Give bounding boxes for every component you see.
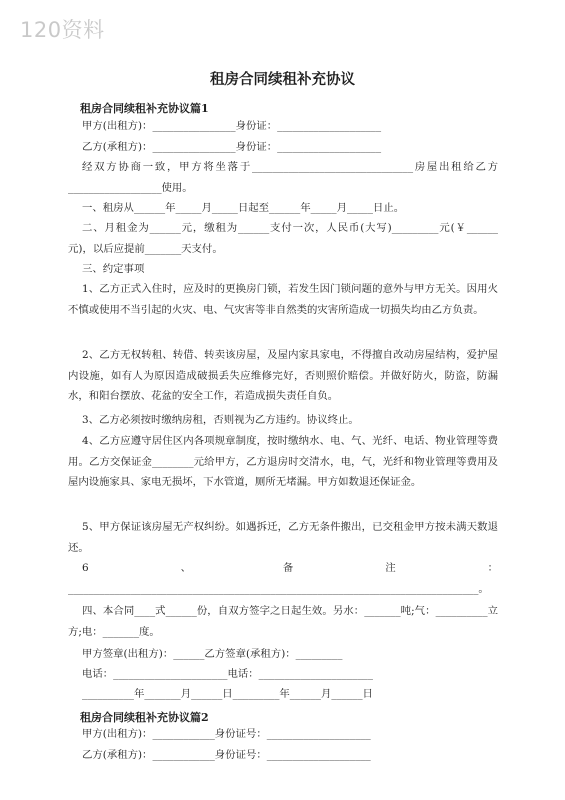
party-a-line: 甲方(出租方)：________________身份证：____________________ [82, 120, 382, 132]
intro-paragraph: 经双方协商一致，甲方将坐落于_______________________________房屋出租给乙方__________________使用。 [68, 161, 498, 194]
party-b-line: 乙方(承租方)：________________身份证：____________________ [82, 141, 382, 153]
item-4: 4、乙方应遵守居住区内各项规章制度，按时缴纳水、电、气、光纤、电话、物业管理等费用。乙方交保证金________元给甲方，乙方退房时交清水，电，气，光纤和物业管理等费用及屋内设施家具、家电无损坏，下水管道，厕所无堵漏。甲方如数退还保证金。 [68, 435, 498, 488]
item-6: 6、备注：_______________________________________________________________________________。 [68, 562, 498, 595]
party-a2-line: 甲方(出租方)：____________身份证号：____________________ [82, 728, 371, 740]
date-line: __________年_______月______日_________年______月______日 [82, 688, 373, 700]
section-heading-2: 租房合同续租补充协议篇2 [80, 711, 209, 724]
phone-line: 电话：______________________电话：______________________ [82, 668, 373, 680]
item-3: 3、乙方必须按时缴纳房租，否则视为乙方违约。协议终止。 [82, 414, 359, 426]
watermark-logo: 120资料 [20, 18, 105, 42]
item-5: 5、甲方保证该房屋无产权纠纷。如遇拆迁，乙方无条件搬出，已交租金甲方按未满天数退还。 [68, 521, 498, 554]
party-b2-line: 乙方(承租方)：____________身份证号：____________________ [82, 749, 371, 761]
clause-2: 二、月租金为______元，缴租为______支付一次，人民币(大写)_________元(￥______元)，以后应提前_______天支付。 [68, 222, 498, 255]
section-heading-1: 租房合同续租补充协议篇1 [80, 102, 209, 115]
item-2: 2、乙方无权转租、转借、转卖该房屋，及屋内家具家电，不得擅自改动房屋结构，爱护屋内设施，如有人为原因造成破损丢失应维修完好，否则照价赔偿。并做好防火，防盗，防漏水，和阳台摆放、花盆的安全工作，若造成损失责任自负。 [68, 349, 498, 402]
clause-1: 一、租房从______年_____月_____日起至______年_____月_____日止。 [82, 202, 405, 214]
signature-line: 甲方签章(出租方)：______乙方签章(承租方)：_________ [82, 648, 343, 660]
clause-4: 四、本合同____式______份，自双方签字之日起生效。另水：_______吨;气：__________立方;电：_______度。 [68, 605, 498, 638]
item-1: 1、乙方正式入住时，应及时的更换房门锁，若发生因门锁问题的意外与甲方无关。因用火不慎或使用不当引起的火灾、电、气灾害等非自然类的灾害所造成一切损失均由乙方负责。 [68, 283, 498, 316]
clause-3-title: 三、约定事项 [82, 263, 145, 275]
document-title: 租房合同续租补充协议 [210, 71, 355, 88]
